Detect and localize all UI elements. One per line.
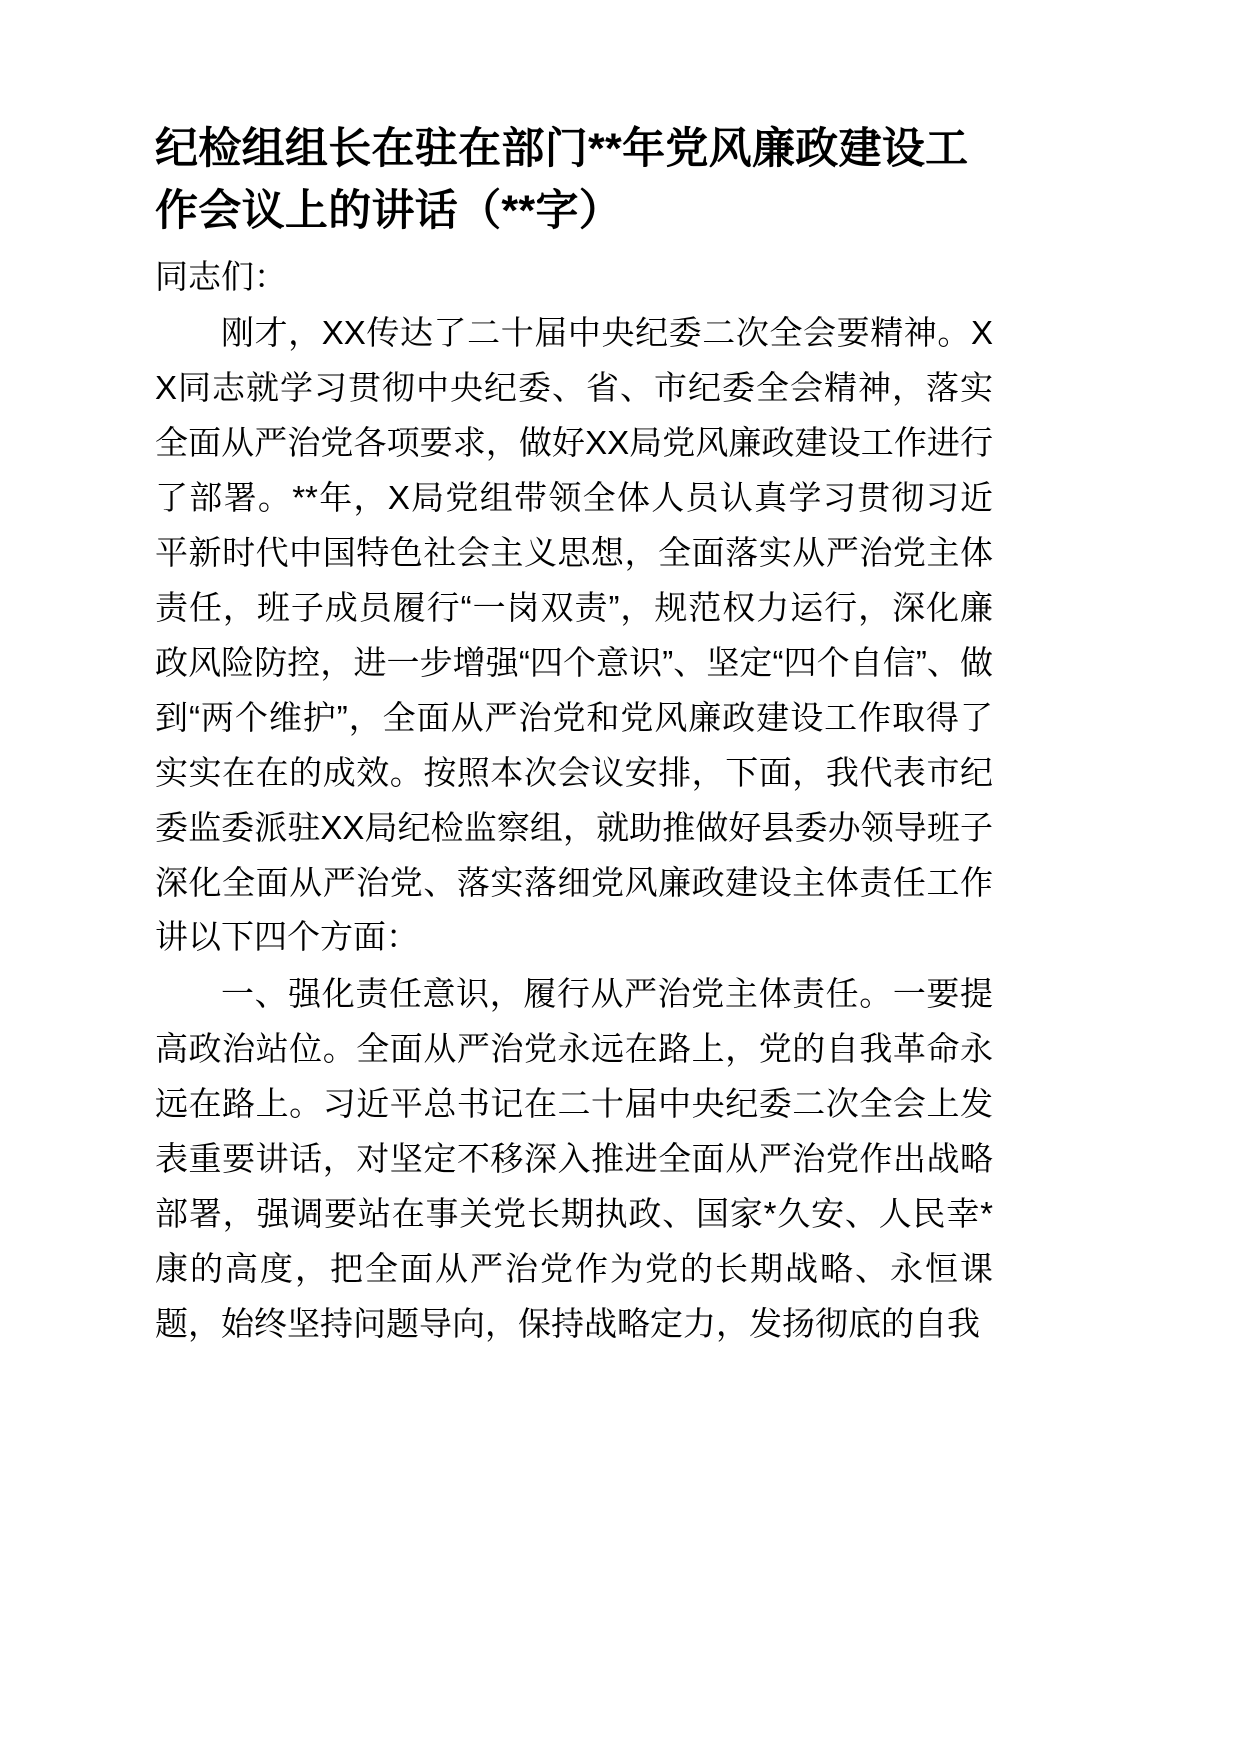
body-paragraph-1: 刚才，XX传达了二十届中央纪委二次全会要精神。XX同志就学习贯彻中央纪委、省、市纪委全会精神，落实全面从严治党各项要求，做好XX局党风廉政建设工作进行了部署。**年，X局党组带领全体人员认真学习贯彻习近平新时代中国特色社会主义思想，全面落实从严治党主体责任，班子成员履行“一岗双责”，规范权力运行，深化廉政风险防控，进一步增强“四个意识”、坚定“四个自信”、做到“两个维护”，全面从严治党和党风廉政建设工作取得了实实在在的成效。按照本次会议安排，下面，我代表市纪委监委派驻XX局纪检监察组，就助推做好县委办领导班子深化全面从严治党、落实落细党风廉政建设主体责任工作讲以下四个方面： [155,314,993,956]
document-title: 纪检组组长在驻在部门**年党风廉政建设工作会议上的讲话（**字） [155,125,969,236]
body-paragraph-2: 一、强化责任意识，履行从严治党主体责任。一要提高政治站位。全面从严治党永远在路上，党的自我革命永远在路上。习近平总书记在二十届中央纪委二次全会上发表重要讲话，对坚定不移深入推进全面从严治党作出战略部署，强调要站在事关党长期执政、国家*久安、人民幸*康的高度，把全面从严治党作为党的长期战略、永恒课题，始终坚持问题导向，保持战略定力，发扬彻底的自我 [155,975,993,1342]
salutation: 同志们： [155,257,287,295]
document-body [155,118,993,1352]
